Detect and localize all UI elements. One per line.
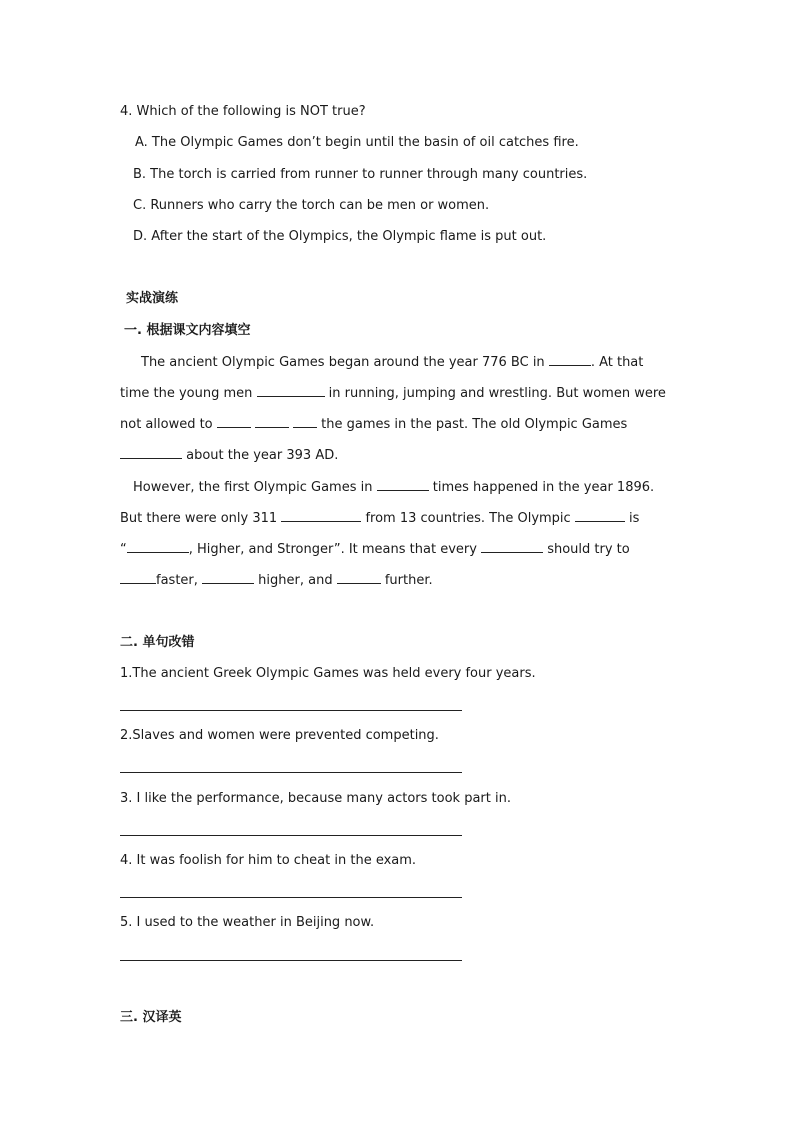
correction-item-5: 5. I used to the weather in Beijing now. xyxy=(120,915,375,930)
q4-option-d: D. After the start of the Olympics, the Olympic flame is put out. xyxy=(133,229,547,244)
p2-text: faster, xyxy=(156,573,203,588)
p1-text: time the young men xyxy=(120,386,257,401)
blank-motto[interactable] xyxy=(575,509,625,522)
blank-swifter[interactable] xyxy=(127,540,189,553)
p2-text: However, the first Olympic Games in xyxy=(133,480,377,495)
blank-part[interactable] xyxy=(255,415,289,428)
p1-text: about the year 393 AD. xyxy=(182,448,339,463)
q4-option-a: A. The Olympic Games don’t begin until the basin of oil catches fire. xyxy=(135,135,579,150)
blank-place[interactable] xyxy=(549,353,591,366)
p2-text: should try to xyxy=(543,542,630,557)
correction-item-4: 4. It was foolish for him to cheat in the exam. xyxy=(120,853,417,868)
section1-heading: 一. 根据课文内容填空 xyxy=(124,323,251,338)
blank-athlete[interactable] xyxy=(481,540,543,553)
q4-question: 4. Which of the following is NOT true? xyxy=(120,104,366,119)
answer-line-1[interactable] xyxy=(120,710,462,711)
section3-heading: 三. 汉译英 xyxy=(120,1010,182,1025)
p1-line2 xyxy=(120,384,666,403)
p2-text: further. xyxy=(380,573,433,588)
blank-ended[interactable] xyxy=(120,446,182,459)
blank-run[interactable] xyxy=(120,571,156,584)
p2-line3 xyxy=(120,540,630,559)
correction-item-1: 1.The ancient Greek Olympic Games was held every four years. xyxy=(120,666,536,681)
correction-item-2: 2.Slaves and women were prevented competing. xyxy=(120,728,439,743)
p2-text: is xyxy=(624,511,640,526)
p2-text: , Higher, and Stronger”. It means that every xyxy=(188,542,482,557)
p1-line1 xyxy=(141,353,643,372)
p2-text: “ xyxy=(120,542,127,557)
correction-item-3: 3. I like the performance, because many actors took part in. xyxy=(120,791,511,806)
blank-jump[interactable] xyxy=(202,571,254,584)
answer-line-5[interactable] xyxy=(120,960,462,961)
p2-text: times happened in the year 1896. xyxy=(428,480,655,495)
p1-text: . At that xyxy=(590,355,644,370)
blank-take[interactable] xyxy=(217,415,251,428)
q4-option-b: B. The torch is carried from runner to runner through many countries. xyxy=(133,167,588,182)
p1-text: The ancient Olympic Games began around the year 776 BC in xyxy=(141,355,549,370)
blank-in[interactable] xyxy=(293,415,317,428)
p1-line4 xyxy=(120,446,338,465)
practice-heading: 实战演练 xyxy=(126,291,179,306)
section2-heading: 二. 单句改错 xyxy=(120,635,195,650)
answer-line-2[interactable] xyxy=(120,772,462,773)
answer-line-3[interactable] xyxy=(120,835,462,836)
p2-line4 xyxy=(120,571,433,590)
p2-line2 xyxy=(120,509,639,528)
p2-text: from 13 countries. The Olympic xyxy=(361,511,575,526)
p1-text: not allowed to xyxy=(120,417,217,432)
blank-athletes[interactable] xyxy=(281,509,361,522)
blank-throw[interactable] xyxy=(337,571,381,584)
q4-option-c: C. Runners who carry the torch can be men or women. xyxy=(133,198,490,213)
blank-competed[interactable] xyxy=(257,384,325,397)
p1-text: in running, jumping and wrestling. But women were xyxy=(324,386,666,401)
blank-modern[interactable] xyxy=(377,478,429,491)
p2-line1 xyxy=(133,478,654,497)
p2-text: higher, and xyxy=(254,573,337,588)
p1-line3 xyxy=(120,415,627,434)
p1-text: the games in the past. The old Olympic Games xyxy=(317,417,628,432)
answer-line-4[interactable] xyxy=(120,897,462,898)
p2-text: But there were only 311 xyxy=(120,511,282,526)
